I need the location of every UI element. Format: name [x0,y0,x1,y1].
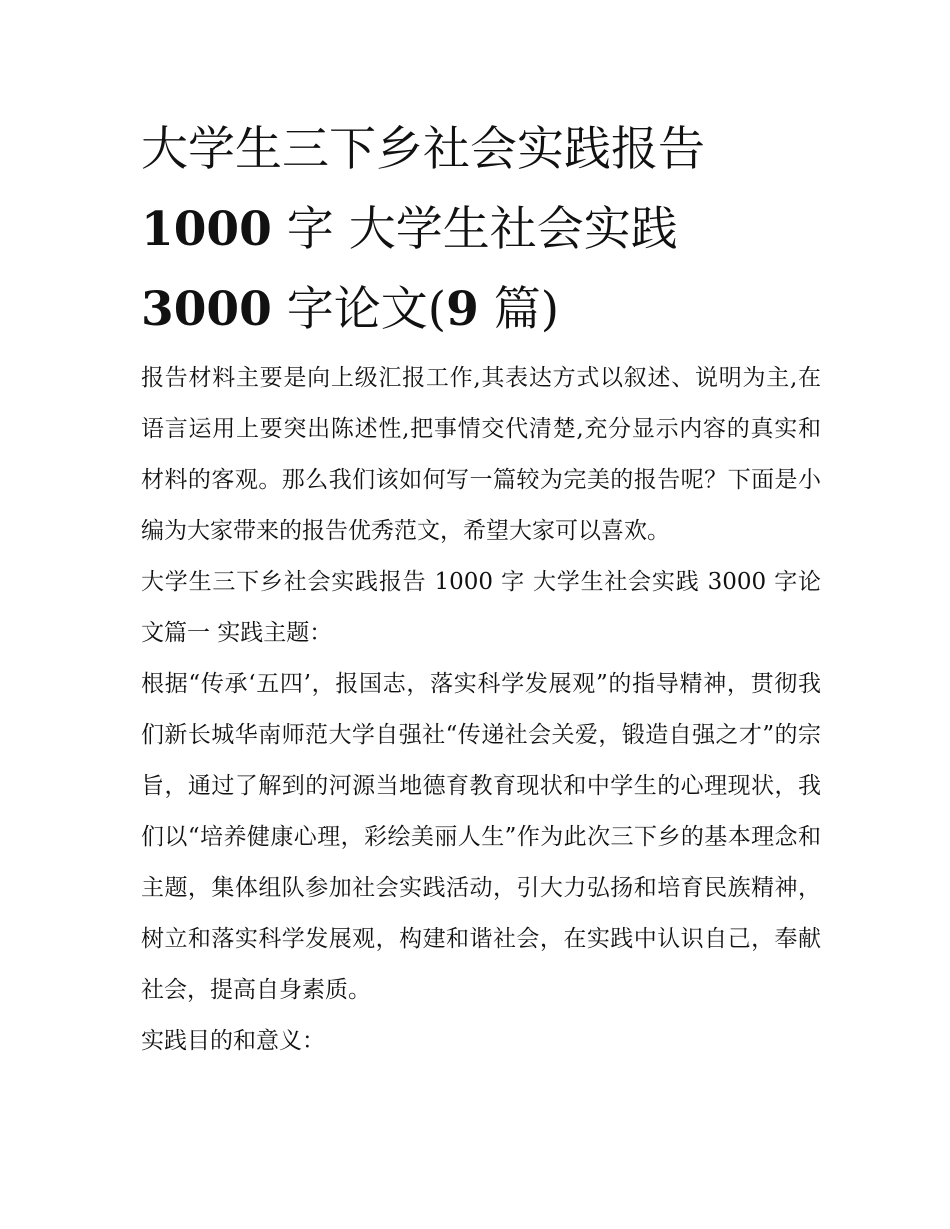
document-title: 大学生三下乡社会实践报告 1000 字 大学生社会实践 3000 字论文(9 篇) [141,122,705,337]
document-page [141,110,821,1067]
purpose-heading-paragraph: 实践目的和意义： [141,1028,325,1054]
section-heading-paragraph: 大学生三下乡社会实践报告 1000 字 大学生社会实践 3000 字论文篇一 实践主题： [141,569,821,646]
intro-paragraph: 报告材料主要是向上级汇报工作,其表达方式以叙述、说明为主,在语言运用上要突出陈述性,把事情交代清楚,充分显示内容的真实和材料的客观。那么我们该如何写一篇较为完美的报告呢？下面是小编为大家带来的报告优秀范文，希望大家可以喜欢。 [141,365,821,544]
theme-paragraph: 根据“传承‘五四’，报国志，落实科学发展观”的指导精神，贯彻我们新长城华南师范大学自强社“传递社会关爱，锻造自强之才”的宗旨，通过了解到的河源当地德育教育现状和中学生的心理现状，我们以“培养健康心理，彩绘美丽人生”作为此次三下乡的基本理念和主题，集体组队参加社会实践活动，引大力弘扬和培育民族精神，树立和落实科学发展观，构建和谐社会，在实践中认识自己，奉献社会，提高自身素质。 [141,671,821,1003]
document-body [141,353,821,1067]
